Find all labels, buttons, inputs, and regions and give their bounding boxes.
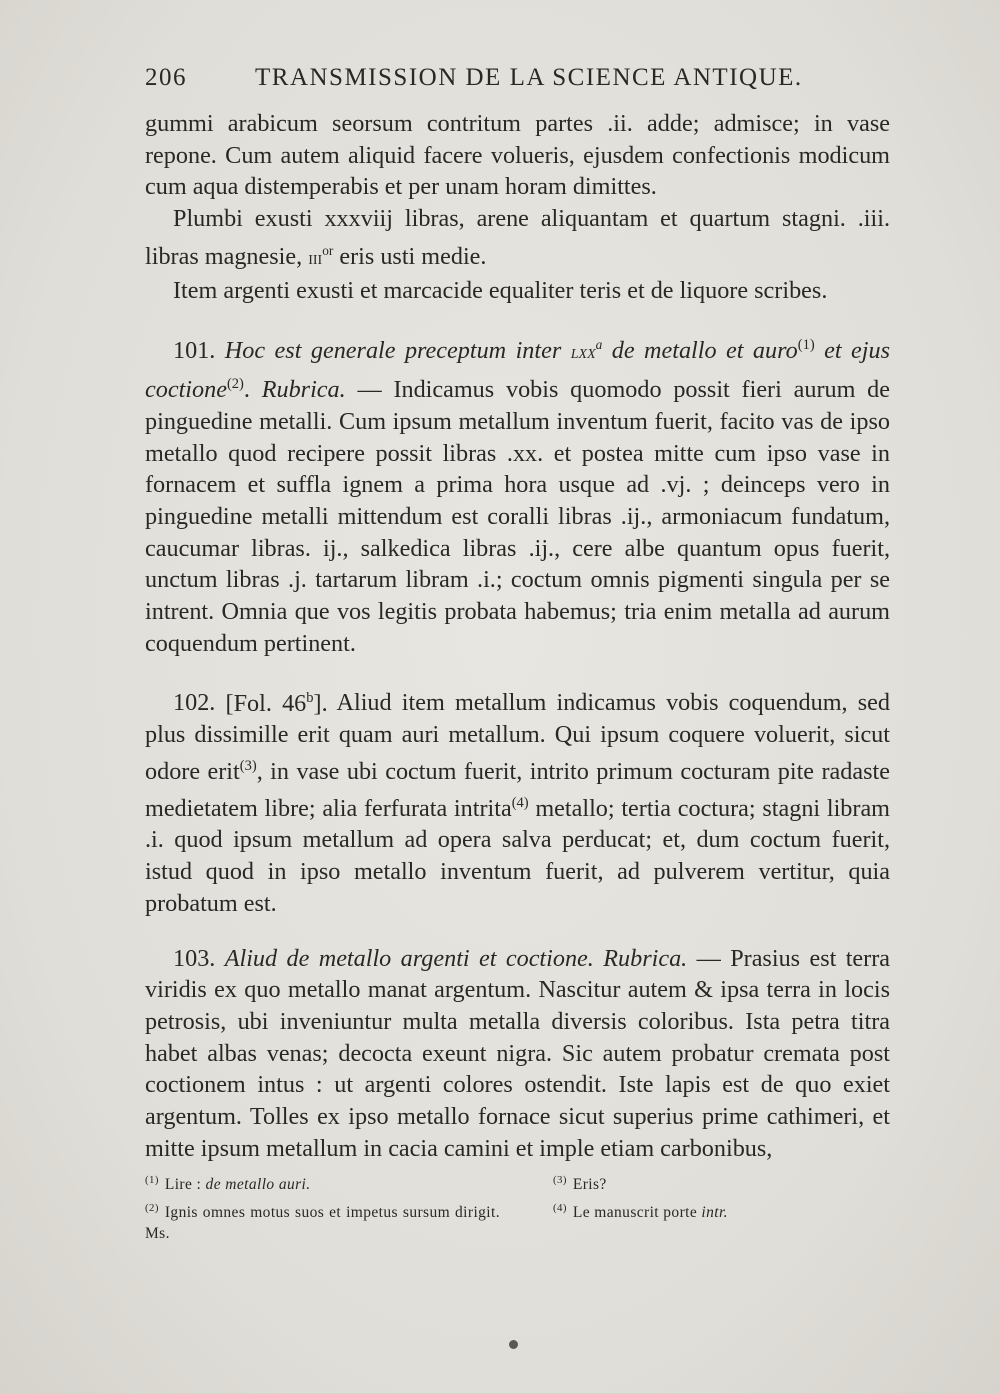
footnote-marker[interactable]: (2) bbox=[226, 376, 244, 393]
dash: — bbox=[345, 376, 394, 404]
section-title: Aliud de metallo argenti et coctione. bbox=[224, 944, 594, 972]
folio-sup: b bbox=[306, 689, 314, 706]
title-part: et ejus coctione bbox=[145, 337, 890, 404]
footnote-mark: (1) bbox=[145, 1174, 159, 1186]
section-number: 101. bbox=[173, 337, 216, 365]
footnote-mark: (2) bbox=[145, 1202, 159, 1215]
footnote-text: Ignis omnes motus suos et impetus sursum dirigit. Ms. bbox=[145, 1204, 500, 1243]
section-text: Prasius est terra viridis ex quo metallo manat argentum. Nascitur autem & ipsa terra in locis petrosis, ubi inveniuntur multa metalla diversis coloribus. Ista petra titra habet albas venas; decocta exeunt nigra. Sic autem probatur cremata post coctionem intus : ut argenti colores ostendit. Iste lapis est de quo exiet argentum. Tolles ex ipso metallo fornace sicut superius prime cathimeri, et mitte ipsum metallum in cacia camini et imple etiam carbonibus, bbox=[145, 944, 891, 1162]
footnote-text: Lire : bbox=[164, 1176, 206, 1194]
folio-text: ]. bbox=[313, 689, 328, 717]
folio-ref bbox=[226, 690, 328, 717]
footnote-italic: intr. bbox=[701, 1204, 728, 1222]
rubrica-label: Rubrica. bbox=[603, 944, 688, 972]
title-numeral: lxx bbox=[570, 341, 596, 364]
footnote-text: Le manuscrit porte bbox=[572, 1204, 702, 1222]
footnote-italic: de metallo auri. bbox=[205, 1176, 311, 1194]
footnote-marker[interactable]: (4) bbox=[511, 794, 529, 811]
paragraph-text: Plumbi exusti xxxviij libras, arene aliquantam et quartum stagni. .iii. libras magnesie, bbox=[145, 205, 890, 270]
title-part: Hoc est generale preceptum inter bbox=[224, 337, 571, 365]
roman-numeral: iii bbox=[308, 246, 323, 269]
section-102 bbox=[145, 682, 890, 919]
dash: — bbox=[687, 944, 731, 972]
paragraph-continued: gummi arabicum seorsum contritum partes .ii. adde; admisce; in vase repone. Cum autem aliquid facere volueris, ejusdem confectionis modicum cum aqua distemperabis et per unam horam dimittes. bbox=[145, 110, 890, 201]
footnote-marker[interactable]: (1) bbox=[797, 337, 815, 354]
footnotes-right bbox=[553, 1170, 890, 1223]
section-number: 102. bbox=[173, 689, 216, 717]
footnote-marker[interactable]: (3) bbox=[239, 757, 257, 774]
section-103 bbox=[145, 943, 890, 1165]
paragraph-text: eris usti medie. bbox=[333, 242, 487, 270]
section-number: 103. bbox=[173, 944, 216, 972]
running-header bbox=[145, 64, 890, 100]
rubrica-label: Rubrica. bbox=[261, 376, 346, 404]
section-text: Indicamus vobis quomodo possit fieri aurum de pinguedine metalli. Cum ipsum metallum inventum fuerit, facito vas de ipso metallo quod recipere possit libras .xx. et postea mitte cum ipso vase in fornacem et suffla ignem a prima hora usque ad .vj. ; deinceps vero in pinguedine metalli mittendum est coralli libras .ij., armoniacum fundatum, caucumar libras. ij., salkedica libras .ij., cere albe quantum opus fuerit, unctum libras .j. tartarum libram .i.; coctum omnis pigmenti singula per se intrent. Omnia que vos legitis probata habemus; tria enim metalla ad aurum coquendum pertinent. bbox=[145, 376, 891, 657]
running-title: TRANSMISSION DE LA SCIENCE ANTIQUE. bbox=[255, 64, 803, 91]
paragraph-item: Item argenti exusti et marcacide equaliter teris et de liquore scribes. bbox=[173, 276, 828, 304]
main-text bbox=[145, 108, 890, 1164]
footnote-4 bbox=[553, 1198, 890, 1223]
title-part: de metallo et auro bbox=[602, 337, 798, 365]
ink-spot bbox=[509, 1340, 518, 1349]
footnotes-left bbox=[145, 1170, 500, 1244]
paragraph-plumbi bbox=[145, 203, 890, 274]
footnote-mark: (3) bbox=[553, 1174, 567, 1186]
footnote-mark: (4) bbox=[553, 1202, 567, 1215]
section-title: Hoc est generale preceptum inter lxx$^a$ de metallo et auro bbox=[224, 337, 798, 365]
section-101: 101. Hoc est generale preceptum inter lxx$^a$ de metallo et auro$^{(1)}$ et ejus coctione$^{(2)}$. Rubrica. — Indicamus vobis quomodo possit fieri aurum de pinguedine metalli. Cum ipsum metallum inventum fuerit, facito vas de ipso metallo quod recipere possit libras .xx. et postea mitte cum ipso vase in fornacem et suffla ignem a prima hora usque ad .vj. ; deinceps vero in pinguedine metalli mittendum est coralli libras .ij., armoniacum fundatum, caucumar libras. ij., salkedica libras .ij., cere albe quantum opus fuerit, unctum libras .j. tartarum libram .i.; coctum omnis pigmenti singula per se intrent. Omnia que vos legitis probata habemus; tria enim metalla ad aurum coquendum pertinent. bbox=[145, 337, 891, 657]
folio-text: [Fol. 46 bbox=[225, 689, 307, 717]
footnote-3 bbox=[553, 1170, 890, 1195]
section-text: metallo; tertia coctura; stagni libram .i. quod ipsum metallum ad opera salva perducat; et, dum coctum fuerit, istud quod in ipso metallo inventum fuerit, ad pulverem vertitur, quia probatum est. bbox=[145, 794, 890, 917]
superscript: or bbox=[322, 242, 334, 258]
section-text: Aliud item metallum indicamus vobis coquendum, sed plus dissimille erit quam auri metallum. Qui ipsum coquere voluerit, sicut odore erit bbox=[145, 689, 891, 785]
section-text: , in vase ubi coctum fuerit, intrito primum cocturam pite radaste medietatem libre; alia ferfurata intrita bbox=[145, 757, 890, 822]
footnote-text: Eris? bbox=[572, 1176, 607, 1194]
footnote-1 bbox=[145, 1170, 500, 1195]
footnote-2 bbox=[145, 1198, 500, 1244]
page-number: 206 bbox=[145, 64, 187, 91]
